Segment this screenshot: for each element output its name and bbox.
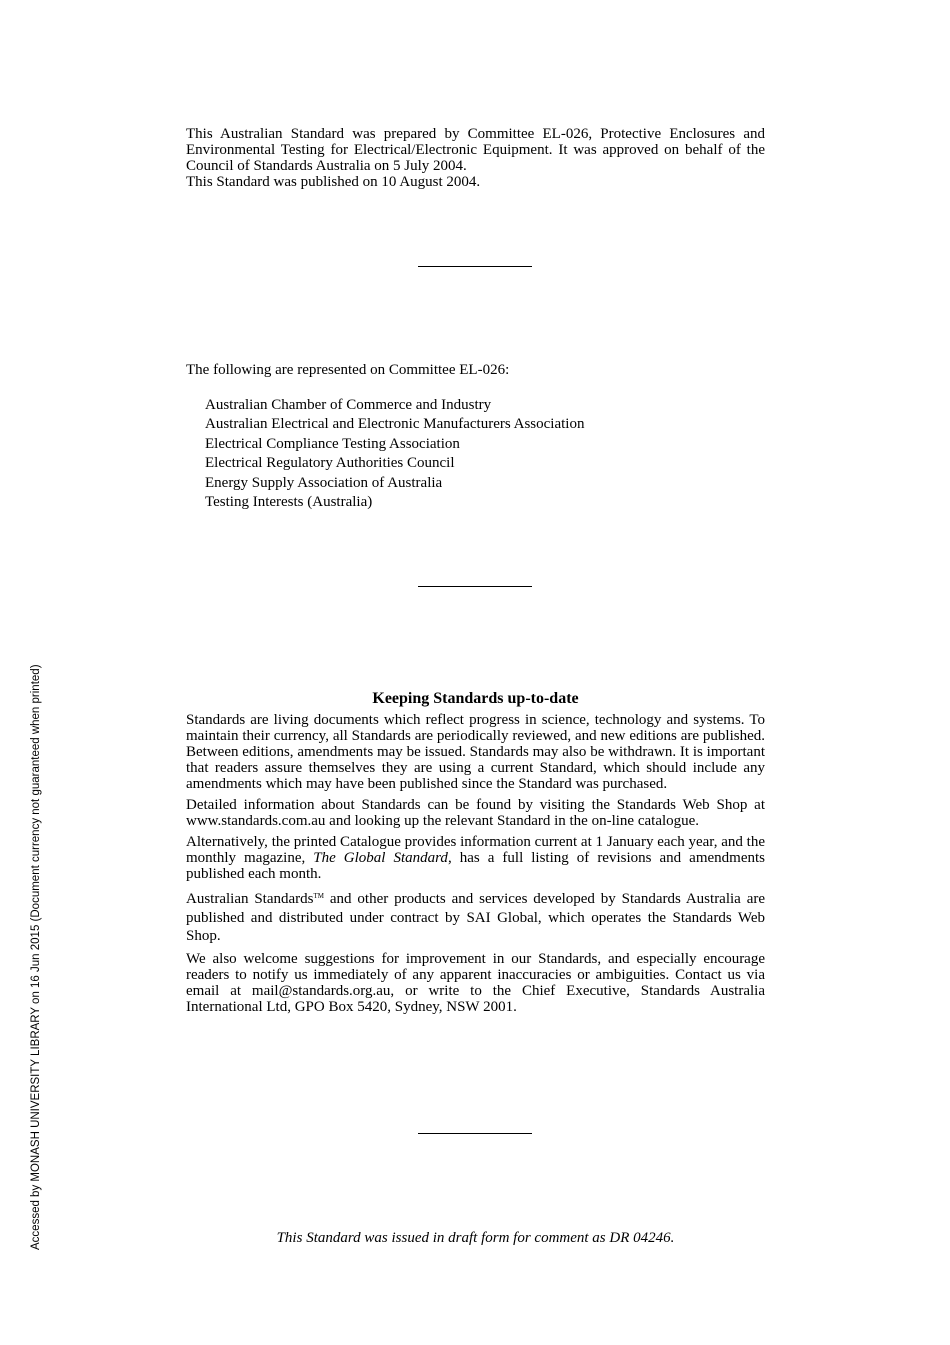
paragraph: Australian Standards™ and other products and services developed by Standards Australia are published and distributed under contract by SAI Global, which operates the Standards Web Shop. (186, 891, 766, 944)
list-item: Electrical Compliance Testing Association (205, 435, 460, 452)
divider (418, 266, 532, 267)
publication-date-text: This Standard was published on 10 August 2004. (186, 174, 481, 190)
paragraph: Standards are living documents which reflect progress in science, technology and systems. To maintain their currency, all Standards are periodically reviewed, and new editions are published. Between editions, amendments may be issued. Standards may also be withdrawn. It is important that readers assure themselves they are using a current Standard, which should include any amendments which may have been published since the Standard was purchased. (186, 712, 765, 792)
trademark-mark: TM (313, 892, 325, 900)
divider (418, 1133, 532, 1134)
paragraph: We also welcome suggestions for improvement in our Standards, and especially encourage readers to notify us immediately of any apparent inaccuracies or ambiguities. Contact us via email at mail@standards.org.au, or write to the Chief Executive, Standards Australia International Ltd, GPO Box 5420, Sydney, NSW 2001. (186, 950, 765, 1015)
draft-footnote: This Standard was issued in draft form for comment as DR 04246. (276, 1230, 675, 1246)
access-watermark: Accessed by MONASH UNIVERSITY LIBRARY on 16 Jun 2015 (Document currency not guaranteed when printed) (30, 664, 42, 1250)
preparation-notice (186, 126, 765, 190)
list-item: Australian Chamber of Commerce and Industry (205, 397, 492, 413)
paragraph: Alternatively, the printed Catalogue provides information current at 1 January each year, and the monthly magazine, The Global Standard, has a full listing of revisions and amendments published each month. (186, 834, 765, 882)
committee-member-list (205, 396, 584, 512)
section-heading: Keeping Standards up-to-date (372, 690, 579, 707)
list-item: Testing Interests (Australia) (205, 493, 373, 510)
list-item: Australian Electrical and Electronic Manufacturers Association (205, 416, 585, 433)
paragraph: Detailed information about Standards can be found by visiting the Standards Web Shop at www.standards.com.au and looking up the relevant Standard in the on-line catalogue. (186, 797, 765, 829)
list-item: Electrical Regulatory Authorities Council (205, 455, 455, 472)
committee-intro: The following are represented on Committee EL-026: (186, 362, 510, 378)
list-item: Energy Supply Association of Australia (205, 474, 443, 491)
preparation-text: This Australian Standard was prepared by Committee EL-026, Protective Enclosures and Environmental Testing for Electrical/Electronic Equipment. It was approved on behalf of the Council of Standards Australia on 5 July 2004. (186, 126, 765, 174)
publication-title: The Global Standard (313, 850, 448, 866)
divider (418, 586, 532, 587)
keeping-up-to-date-body (186, 712, 765, 1020)
